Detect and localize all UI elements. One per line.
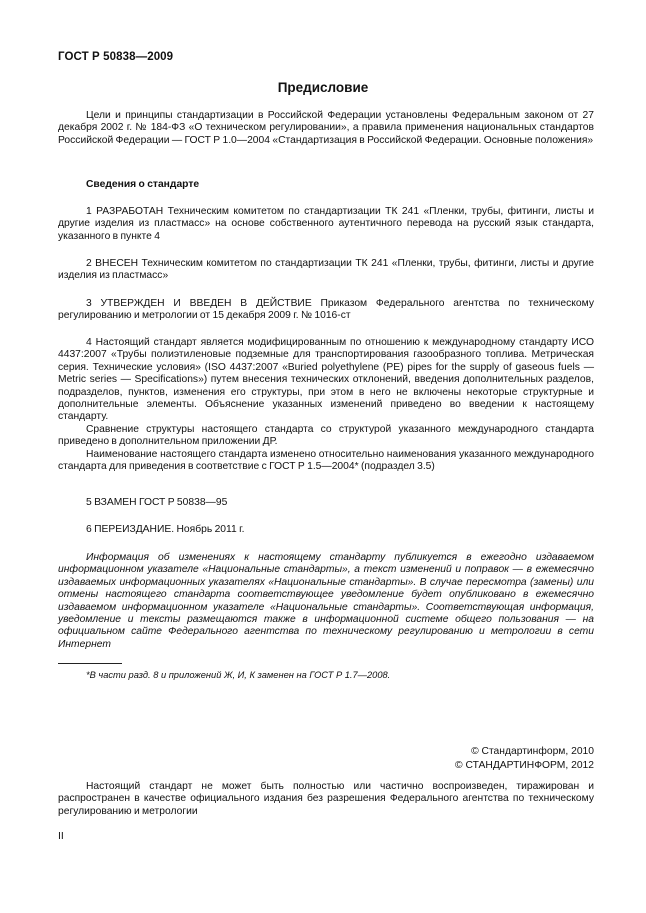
item-modified: 4 Настоящий стандарт является модифицированным по отношению к международному стандарту ИСО 4437:2007 «Трубы полиэтиленовые подземные для транспортирования газообразного топлива. Метрическая серия. Технические условия» (ISO 4437:2007 «Buried polyethylene (PE) pipes for the supply of gaseous fuels — Metric series — Specifications») путем внесения технических отклонений, введения дополнительных разделов, подразделов, пунктов, изменения его структуры, при этом в него не включены некоторые структурные и дополнительные элементы. Объяснение указанных изменений приведено во введении к настоящему стандарту. [58,337,594,423]
footnote: *В части разд. 8 и приложений Ж, И, К заменен на ГОСТ Р 1.7—2008. [86,670,391,680]
page-title: Предисловие [277,80,369,95]
item-4-section [58,337,594,473]
rights-section [58,781,594,818]
item-3-section [58,298,594,323]
copyright-line-2: © СТАНДАРТИНФОРМ, 2012 [455,760,594,771]
item-introduced: 2 ВНЕСЕН Техническим комитетом по стандартизации ТК 241 «Пленки, трубы, фитинги, листы и другие изделия из пластмасс» [58,258,594,282]
item-reissue: 6 ПЕРЕИЗДАНИЕ. Ноябрь 2011 г. [86,524,245,535]
item-developed: 1 РАЗРАБОТАН Техническим комитетом по стандартизации ТК 241 «Пленки, трубы, фитинги, листы и другие изделия из пластмасс» на основе собственного аутентичного перевода на русский язык стандарта, указанного в пункте 4 [58,206,594,242]
page-number: II [58,830,64,842]
info-heading-section [58,179,594,191]
item-2-section [58,258,594,283]
intro-paragraph: Цели и принципы стандартизации в Российской Федерации установлены Федеральным законом от 27 декабря 2002 г. № 184-ФЗ «О техническом регулировании», а правила применения национальных стандартов Российской Федерации — ГОСТ Р 1.0—2004 «Стандартизация в Российской Федерации. Основные положения» [58,110,594,146]
notice-section [58,552,594,651]
copyright-line-1: © Стандартинформ, 2010 [471,746,594,757]
item-1-section [58,206,594,243]
rights-paragraph: Настоящий стандарт не может быть полностью или частично воспроизведен, тиражирован и распространен в качестве официального издания без разрешения Федерального агентства по техническому регулированию и метрологии [58,781,594,817]
item-replaced: 5 ВЗАМЕН ГОСТ Р 50838—95 [86,497,228,508]
footnote-divider [58,663,122,664]
notice-paragraph: Информация об изменениях к настоящему стандарту публикуется в ежегодно издаваемом информационном указателе «Национальные стандарты», а текст изменений и поправок — в ежемесячно издаваемых информационных указателях «Национальные стандарты». В случае пересмотра (замены) или отмены настоящего стандарта соответствующее уведомление будет опубликовано в ежемесячно издаваемом информационном указателе «Национальные стандарты». Соответствующая информация, уведомление и тексты размещаются также в информационной системе общего пользования — на официальном сайте Федерального агентства по техническому регулированию и метрологии в сети Интернет [58,552,594,650]
intro-section [58,110,594,147]
item-comparison: Сравнение структуры настоящего стандарта со структурой указанного международного стандарта приведено в дополнительном приложении ДР. [58,423,594,448]
item-naming: Наименование настоящего стандарта изменено относительно наименования указанного международного стандарта для приведения в соответствие с ГОСТ Р 1.5—2004* (подраздел 3.5) [58,448,594,473]
item-5-section [58,497,594,509]
document-code-header: ГОСТ Р 50838—2009 [58,51,174,63]
item-6-section [58,524,594,536]
info-heading: Сведения о стандарте [86,179,200,190]
item-approved: 3 УТВЕРЖДЕН И ВВЕДЕН В ДЕЙСТВИЕ Приказом Федерального агентства по техническому регулированию и метрологии от 15 декабря 2009 г. № 1016-ст [58,298,594,322]
